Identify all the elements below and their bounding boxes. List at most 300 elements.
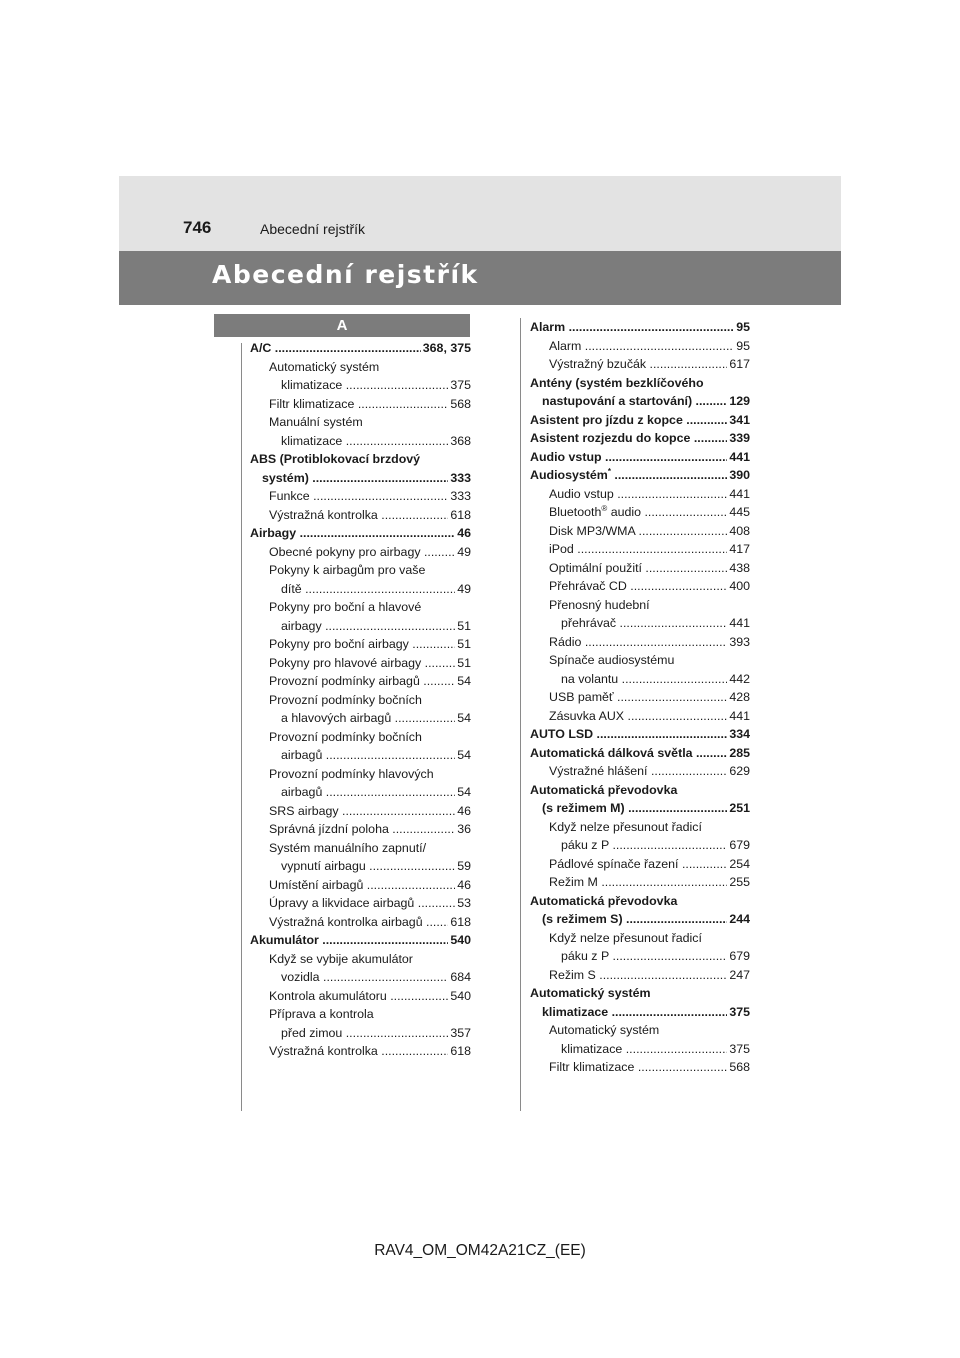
index-entry bbox=[530, 947, 750, 966]
index-entry-label bbox=[269, 358, 379, 377]
index-entry-label bbox=[549, 818, 702, 837]
index-entry bbox=[530, 337, 750, 356]
index-entry-page: 679 bbox=[727, 836, 750, 855]
index-entry-text: Provozní podmínky bočních bbox=[269, 729, 422, 744]
index-entry-text: Manuální systém bbox=[269, 415, 363, 429]
index-entry-page: 46 bbox=[455, 802, 471, 821]
index-entry-page: 368, 375 bbox=[421, 339, 471, 358]
index-entry-text: Asistent rozjezdu do kopce bbox=[530, 431, 691, 445]
page-title: Abecední rejstřík bbox=[212, 260, 479, 289]
index-entry-text: Pokyny k airbagům pro vaše bbox=[269, 563, 426, 577]
index-entry-label bbox=[269, 598, 421, 617]
index-entry-text: Spínače audiosystému bbox=[549, 653, 675, 667]
index-entry-label bbox=[549, 707, 750, 726]
index-entry-text: Zásuvka AUX bbox=[549, 708, 625, 723]
index-entry-text: Přenosný hudební bbox=[549, 597, 650, 612]
index-entry-label bbox=[549, 855, 750, 874]
index-entry-text: Pádlové spínače řazení bbox=[549, 856, 679, 871]
index-entry-text: Filtr klimatizace bbox=[549, 1060, 635, 1074]
index-entry-text: Automatický systém bbox=[530, 986, 651, 1000]
index-entry-label bbox=[549, 355, 750, 374]
index-entry-label bbox=[530, 318, 750, 337]
index-entry bbox=[530, 1058, 750, 1077]
index-entry-text: Pokyny pro boční a hlavové bbox=[269, 600, 422, 614]
index-entry bbox=[250, 857, 471, 876]
index-entry-label bbox=[542, 1003, 750, 1022]
page-number: 746 bbox=[183, 218, 212, 237]
index-entry-page: 568 bbox=[727, 1058, 750, 1077]
index-entry bbox=[530, 448, 750, 467]
index-entry-label bbox=[561, 836, 750, 855]
index-entry-label bbox=[561, 614, 750, 633]
index-entry-page: 95 bbox=[734, 318, 750, 337]
index-entry bbox=[530, 651, 750, 670]
index-entry-page: 438 bbox=[727, 559, 750, 578]
index-entry-page: 617 bbox=[727, 355, 750, 374]
index-entry bbox=[530, 929, 750, 948]
index-entry-text: Kontrola akumulátoru bbox=[269, 988, 387, 1003]
index-entry-text: Audiosystém bbox=[530, 468, 608, 482]
index-entry-text: Pokyny pro hlavové airbagy bbox=[269, 655, 422, 670]
index-entry-label bbox=[281, 432, 471, 451]
index-entry-text: Výstražný bzučák bbox=[549, 357, 647, 371]
index-entry-label bbox=[549, 1058, 750, 1077]
index-entry-label bbox=[549, 1021, 659, 1040]
index-entry-label bbox=[281, 709, 471, 728]
index-entry bbox=[530, 670, 750, 689]
index-entry bbox=[250, 358, 471, 377]
index-entry bbox=[250, 413, 471, 432]
index-entry bbox=[530, 984, 750, 1003]
index-entry-page: 390 bbox=[727, 466, 750, 485]
index-entry-label bbox=[269, 395, 471, 414]
index-entry bbox=[530, 429, 750, 448]
index-entry-text: Automatická dálková světla bbox=[530, 745, 693, 760]
index-entry-page: 334 bbox=[727, 725, 750, 744]
index-entry-text: Automatická převodovka bbox=[530, 893, 678, 908]
index-entry bbox=[530, 522, 750, 541]
index-entry bbox=[530, 614, 750, 633]
index-entry-text: před zimou bbox=[281, 1025, 343, 1040]
index-entry-label bbox=[281, 617, 471, 636]
index-entry-label bbox=[269, 876, 471, 895]
index-entry-label bbox=[549, 485, 750, 504]
index-entry-label bbox=[549, 337, 750, 356]
index-entry-text: vozidla bbox=[281, 970, 320, 984]
index-entry bbox=[250, 987, 471, 1006]
index-entry bbox=[250, 876, 471, 895]
index-entry-text: klimatizace bbox=[542, 1004, 609, 1019]
running-title: Abecední rejstřík bbox=[260, 221, 366, 237]
index-entry bbox=[250, 746, 471, 765]
index-entry bbox=[530, 577, 750, 596]
index-entry-text: USB paměť bbox=[549, 690, 614, 704]
index-entry-label bbox=[269, 950, 413, 969]
index-entry-text: Pokyny pro boční airbagy bbox=[269, 637, 409, 651]
index-entry-label bbox=[269, 765, 434, 784]
index-entry bbox=[530, 1021, 750, 1040]
index-entry-text: Umístění airbagů bbox=[269, 877, 364, 892]
index-entry-page: 285 bbox=[727, 744, 750, 763]
index-entry-text: AUTO LSD bbox=[530, 727, 594, 741]
index-entry-label bbox=[561, 947, 750, 966]
index-entry bbox=[530, 966, 750, 985]
index-entry-text: Výstražná kontrolka airbagů bbox=[269, 914, 423, 929]
index-entry-label bbox=[549, 929, 702, 948]
index-entry-label bbox=[269, 1042, 471, 1061]
index-entry bbox=[250, 820, 471, 839]
index-entry-page: 54 bbox=[455, 783, 471, 802]
index-entry-label bbox=[530, 725, 750, 744]
index-entry-page: 441 bbox=[727, 614, 750, 633]
index-entry bbox=[250, 1005, 471, 1024]
index-entry-text: přehrávač bbox=[561, 616, 617, 630]
index-entry bbox=[250, 931, 471, 950]
index-entry-label bbox=[250, 524, 471, 543]
index-entry-page: 441 bbox=[727, 485, 750, 504]
index-entry-page: 54 bbox=[455, 709, 471, 728]
index-entry-label bbox=[269, 654, 471, 673]
index-entry-text: A/C bbox=[250, 341, 272, 355]
index-entry-page: 244 bbox=[727, 910, 750, 929]
index-entry-label bbox=[549, 596, 650, 615]
index-entry-page: 375 bbox=[448, 376, 471, 395]
index-entry bbox=[250, 395, 471, 414]
index-entry bbox=[250, 561, 471, 580]
index-entry-label bbox=[530, 466, 750, 485]
index-entry-text: Airbagy bbox=[250, 526, 297, 540]
index-entry-text: airbagů bbox=[281, 785, 323, 799]
index-entry-page: 445 bbox=[727, 503, 750, 522]
index-entry-label bbox=[281, 746, 471, 765]
index-entry-text: Když nelze přesunout řadicí bbox=[549, 930, 702, 945]
index-entry-text: iPod bbox=[549, 542, 574, 556]
index-entry bbox=[530, 355, 750, 374]
index-entry-page: 254 bbox=[727, 855, 750, 874]
index-entry bbox=[530, 633, 750, 652]
index-entry-text: Když se vybije akumulátor bbox=[269, 951, 413, 966]
index-entry-text: Asistent pro jízdu z kopce bbox=[530, 412, 683, 427]
index-entry-label bbox=[269, 913, 471, 932]
index-entry-text: klimatizace bbox=[561, 1041, 623, 1056]
index-entry bbox=[250, 432, 471, 451]
index-entry bbox=[530, 799, 750, 818]
index-entry-text: systém) bbox=[262, 470, 309, 485]
index-entry-page: 255 bbox=[727, 873, 750, 892]
index-entry bbox=[250, 617, 471, 636]
index-entry-label bbox=[549, 966, 750, 985]
index-entry bbox=[530, 873, 750, 892]
index-entry-page: 393 bbox=[727, 633, 750, 652]
index-entry-page: 51 bbox=[455, 654, 471, 673]
index-entry-label bbox=[269, 728, 422, 747]
index-entry bbox=[250, 506, 471, 525]
index-entry bbox=[250, 598, 471, 617]
index-entry bbox=[250, 968, 471, 987]
index-entry bbox=[530, 910, 750, 929]
index-entry-text: (s režimem M) bbox=[542, 801, 625, 815]
index-entry bbox=[530, 540, 750, 559]
index-entry bbox=[250, 487, 471, 506]
index-entry-label bbox=[262, 469, 471, 488]
index-entry-label bbox=[549, 633, 750, 652]
index-entry-text: Alarm bbox=[530, 320, 566, 334]
index-entry-page: 357 bbox=[448, 1024, 471, 1043]
index-entry-text: Filtr klimatizace bbox=[269, 396, 355, 411]
index-entry bbox=[250, 1042, 471, 1061]
column-divider-left bbox=[241, 343, 242, 1111]
index-entry-text: vypnutí airbagu bbox=[281, 859, 366, 873]
index-entry-page: 428 bbox=[727, 688, 750, 707]
index-entry-page: 540 bbox=[448, 987, 471, 1006]
index-entry-page: 618 bbox=[448, 1042, 471, 1061]
index-entry-label bbox=[269, 561, 425, 580]
index-entry-label bbox=[549, 577, 750, 596]
index-entry-label bbox=[281, 968, 471, 987]
index-entry-label bbox=[549, 762, 750, 781]
index-entry-page: 442 bbox=[727, 670, 750, 689]
index-entry-text: páku z P bbox=[561, 838, 609, 852]
index-entry bbox=[530, 392, 750, 411]
index-entry bbox=[250, 691, 471, 710]
index-column-right bbox=[530, 318, 750, 1077]
index-entry-label bbox=[542, 910, 750, 929]
index-entry-page: 333 bbox=[448, 487, 471, 506]
index-entry-text: Režim M bbox=[549, 875, 598, 889]
index-entry-text: SRS airbagy bbox=[269, 803, 339, 818]
index-entry bbox=[250, 469, 471, 488]
section-letter: A bbox=[214, 314, 470, 337]
index-entry-label bbox=[530, 892, 677, 911]
index-entry bbox=[250, 1024, 471, 1043]
index-entry-page: 54 bbox=[455, 746, 471, 765]
index-entry-label bbox=[269, 691, 422, 710]
index-entry-page: 51 bbox=[455, 635, 471, 654]
index-entry-page: 95 bbox=[734, 337, 750, 356]
index-entry-text: Provozní podmínky hlavových bbox=[269, 766, 434, 781]
index-entry-text: nastupování a startování) bbox=[542, 394, 693, 408]
index-entry-label bbox=[549, 559, 750, 578]
index-entry-page: 341 bbox=[727, 411, 750, 430]
index-entry-text: ABS (Protiblokovací brzdový bbox=[250, 452, 421, 466]
index-entry-text: na volantu bbox=[561, 671, 619, 686]
index-entry-label bbox=[530, 744, 750, 763]
index-entry bbox=[250, 376, 471, 395]
index-entry-page: 251 bbox=[727, 799, 750, 818]
index-entry-label bbox=[281, 580, 471, 599]
index-entry-page: 368 bbox=[448, 432, 471, 451]
index-entry-page: 400 bbox=[727, 577, 750, 596]
index-entry-superscript: * bbox=[607, 466, 611, 476]
index-entry-page: 53 bbox=[455, 894, 471, 913]
index-entry-page: 49 bbox=[455, 543, 471, 562]
index-entry-text: Bluetooth bbox=[549, 505, 602, 519]
index-entry-label bbox=[269, 894, 471, 913]
index-entry-label bbox=[281, 783, 471, 802]
index-entry-page: 568 bbox=[448, 395, 471, 414]
index-entry-label bbox=[549, 540, 750, 559]
index-entry bbox=[250, 728, 471, 747]
index-entry-label bbox=[269, 635, 471, 654]
index-entry bbox=[250, 339, 471, 358]
index-entry-page: 375 bbox=[727, 1040, 750, 1059]
index-entry-label bbox=[269, 672, 471, 691]
index-entry-label bbox=[542, 392, 750, 411]
index-entry bbox=[530, 855, 750, 874]
index-entry-label bbox=[530, 781, 677, 800]
index-entry bbox=[250, 783, 471, 802]
index-entry bbox=[530, 818, 750, 837]
index-entry-page: 629 bbox=[727, 762, 750, 781]
index-entry-label bbox=[549, 503, 750, 522]
index-entry-text: Disk MP3/WMA bbox=[549, 523, 636, 538]
index-entry-page: 46 bbox=[455, 524, 471, 543]
index-entry bbox=[250, 709, 471, 728]
column-divider-right bbox=[520, 318, 521, 1111]
index-entry-label bbox=[530, 448, 750, 467]
index-entry-page: 441 bbox=[727, 707, 750, 726]
index-entry bbox=[530, 596, 750, 615]
index-entry-page: 441 bbox=[727, 448, 750, 467]
index-entry-text: Výstražná kontrolka bbox=[269, 507, 378, 522]
index-entry bbox=[250, 913, 471, 932]
index-entry-label bbox=[281, 1024, 471, 1043]
index-entry-page: 540 bbox=[448, 931, 471, 950]
index-entry-text: airbagy bbox=[281, 618, 322, 633]
index-entry bbox=[530, 503, 750, 522]
index-entry-text: Provozní podmínky airbagů bbox=[269, 674, 420, 688]
index-entry-page: 51 bbox=[455, 617, 471, 636]
index-entry bbox=[250, 839, 471, 858]
index-entry bbox=[250, 950, 471, 969]
index-entry-label bbox=[269, 1005, 374, 1024]
index-entry bbox=[530, 707, 750, 726]
index-entry-text: Provozní podmínky bočních bbox=[269, 692, 422, 707]
index-entry bbox=[530, 318, 750, 337]
index-entry-text: Automatický systém bbox=[549, 1023, 660, 1037]
index-entry-page: 247 bbox=[727, 966, 750, 985]
header-band bbox=[119, 176, 841, 251]
index-entry-label bbox=[269, 820, 471, 839]
index-entry-page: 408 bbox=[727, 522, 750, 541]
index-entry-label bbox=[549, 522, 750, 541]
index-entry-text: Úpravy a likvidace airbagů bbox=[269, 896, 415, 910]
index-entry-text: Alarm bbox=[549, 338, 582, 353]
index-entry bbox=[250, 672, 471, 691]
index-entry bbox=[530, 485, 750, 504]
index-entry-text: Funkce bbox=[269, 489, 310, 503]
index-entry-label bbox=[269, 802, 471, 821]
index-entry-page: 59 bbox=[455, 857, 471, 876]
index-entry-page: 129 bbox=[727, 392, 750, 411]
index-entry-text: Obecné pokyny pro airbagy bbox=[269, 544, 421, 559]
index-entry bbox=[250, 654, 471, 673]
index-entry bbox=[530, 466, 750, 485]
index-entry-label bbox=[530, 429, 750, 448]
index-entry-label bbox=[561, 670, 750, 689]
document-code: RAV4_OM_OM42A21CZ_(EE) bbox=[374, 1242, 586, 1259]
index-entry-page: 54 bbox=[455, 672, 471, 691]
index-entry-label bbox=[549, 688, 750, 707]
index-entry bbox=[530, 744, 750, 763]
index-entry bbox=[250, 635, 471, 654]
index-entry bbox=[530, 725, 750, 744]
index-entry bbox=[530, 559, 750, 578]
index-entry-text: klimatizace bbox=[281, 378, 343, 392]
index-entry-superscript: ® bbox=[601, 503, 608, 513]
index-entry-text: Audio vstup bbox=[530, 449, 602, 464]
index-entry bbox=[530, 836, 750, 855]
index-entry-page: 333 bbox=[448, 469, 471, 488]
index-entry bbox=[530, 1040, 750, 1059]
index-entry-label bbox=[281, 857, 471, 876]
index-entry-text: Výstražná kontrolka bbox=[269, 1044, 378, 1058]
index-entry-label bbox=[269, 487, 471, 506]
index-entry-label bbox=[269, 987, 471, 1006]
index-entry bbox=[250, 543, 471, 562]
index-entry-text: (s režimem S) bbox=[542, 912, 623, 926]
index-entry bbox=[530, 892, 750, 911]
index-entry-page: 49 bbox=[455, 580, 471, 599]
index-entry-label bbox=[269, 839, 426, 858]
index-entry-page: 375 bbox=[727, 1003, 750, 1022]
index-entry bbox=[250, 802, 471, 821]
index-entry-text: Správná jízdní poloha bbox=[269, 822, 389, 836]
index-entry-text: Příprava a kontrola bbox=[269, 1007, 374, 1021]
index-entry-text: Režim S bbox=[549, 967, 596, 982]
index-entry-page: 46 bbox=[455, 876, 471, 895]
index-entry-text: Automatický systém bbox=[269, 359, 380, 374]
index-entry-label bbox=[542, 799, 750, 818]
index-entry-page: 417 bbox=[727, 540, 750, 559]
index-entry bbox=[530, 411, 750, 430]
index-entry bbox=[250, 524, 471, 543]
index-entry-label bbox=[549, 651, 674, 670]
index-entry-text: klimatizace bbox=[281, 433, 343, 448]
index-entry-text: Akumulátor bbox=[250, 933, 319, 947]
index-entry-text: Když nelze přesunout řadicí bbox=[549, 819, 702, 834]
index-entry bbox=[250, 894, 471, 913]
index-entry-page: 36 bbox=[455, 820, 471, 839]
index-entry-label bbox=[549, 873, 750, 892]
index-entry-label bbox=[530, 984, 651, 1003]
index-entry bbox=[530, 1003, 750, 1022]
index-entry bbox=[530, 762, 750, 781]
index-entry-label bbox=[530, 411, 750, 430]
index-entry-page: 339 bbox=[727, 429, 750, 448]
index-entry bbox=[250, 450, 471, 469]
index-entry-label bbox=[250, 450, 420, 469]
index-entry-page: 618 bbox=[448, 506, 471, 525]
index-column-left bbox=[250, 339, 471, 1061]
index-entry-text: páku z P bbox=[561, 949, 609, 963]
index-entry-page: 679 bbox=[727, 947, 750, 966]
index-entry bbox=[530, 688, 750, 707]
index-entry bbox=[250, 765, 471, 784]
index-entry-label bbox=[530, 374, 704, 393]
index-entry-text: dítě bbox=[281, 581, 302, 596]
index-entry-label bbox=[269, 413, 363, 432]
index-entry-text: Optimální použití bbox=[549, 560, 642, 575]
index-entry-text: a hlavových airbagů bbox=[281, 711, 392, 725]
index-entry-page: 684 bbox=[448, 968, 471, 987]
index-entry-text: airbagů bbox=[281, 748, 323, 762]
index-entry-label bbox=[561, 1040, 750, 1059]
index-entry-text: Přehrávač CD bbox=[549, 579, 627, 593]
index-entry-text: Rádio bbox=[549, 634, 582, 649]
index-entry-text: Audio vstup bbox=[549, 486, 614, 501]
index-entry-label bbox=[250, 931, 471, 950]
